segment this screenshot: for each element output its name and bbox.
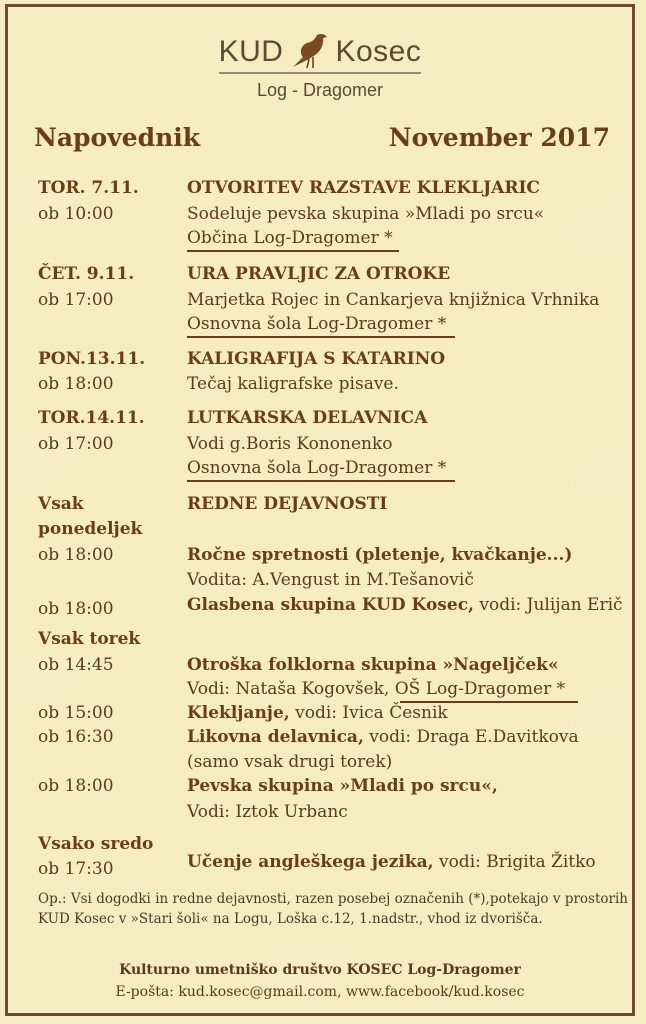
regular-title: REDNE DEJAVNOSTI — [187, 494, 388, 514]
activity-note: (samo vsak drugi torek) — [187, 752, 393, 772]
activity-row — [187, 681, 565, 698]
header-month: November 2017 — [388, 123, 610, 152]
activity-lead: vodi: Brigita Žitko — [438, 852, 596, 872]
footer-contact: E-pošta: kud.kosec@gmail.com, www.facebook/kud.kosec — [115, 984, 525, 1000]
wednesday-label: Vsako sredo — [38, 834, 154, 854]
activity-name: Glasbena skupina KUD Kosec, — [187, 595, 474, 615]
activity-row — [187, 854, 596, 871]
activity-lead: Vodi: Nataša Kogovšek, — [187, 679, 390, 699]
poster — [5, 4, 635, 1016]
event-time: ob 10:00 — [38, 204, 114, 224]
leaf-decoration — [562, 434, 635, 517]
header-title: Napovednik — [34, 123, 201, 152]
event-place: Osnovna šola Log-Dragomer * — [187, 314, 447, 334]
event-time: ob 17:00 — [38, 290, 114, 310]
event-day: ČET. 9.11. — [38, 264, 135, 284]
monday-label: Vsak — [38, 494, 84, 514]
leaf-decoration — [557, 184, 635, 267]
logo-name: KUD — [218, 35, 284, 68]
event-time: ob 18:00 — [38, 374, 114, 394]
logo — [8, 29, 632, 101]
activity-lead: vodi: Ivica Česnik — [295, 703, 448, 723]
logo-name-2: Kosec — [335, 35, 422, 68]
activity-name: Likovna delavnica, — [187, 727, 364, 747]
event-title: KALIGRAFIJA S KATARINO — [187, 349, 446, 369]
event-title: URA PRAVLJIC ZA OTROKE — [187, 264, 451, 284]
activity-time: ob 17:30 — [38, 859, 114, 879]
activity-lead: Vodi: Iztok Urbanc — [187, 802, 348, 822]
place-underline — [187, 480, 455, 482]
activity-time: ob 18:00 — [38, 599, 114, 619]
event-day: TOR.14.11. — [38, 408, 145, 428]
activity-name: Klekljanje, — [187, 703, 290, 723]
activity-lead: Vodita: A.Vengust in M.Tešanovič — [187, 570, 474, 590]
header — [34, 123, 610, 152]
place-underline — [187, 336, 455, 338]
logo-divider — [219, 72, 421, 74]
venue-note: Op.: Vsi dogodki in redne dejavnosti, razen posebej označenih (*),potekajo v prostorih KUD Kosec v »Stari šoli« na Logu, Loška c.12, 1.nadstr., vhod iz dvorišča. — [38, 891, 628, 927]
event-title: LUTKARSKA DELAVNICA — [187, 408, 428, 428]
activity-time: ob 18:00 — [38, 545, 114, 565]
activity-name: Ročne spretnosti (pletenje, kvačkanje...) — [187, 545, 573, 565]
activity-lead: vodi: Draga E.Davitkova — [369, 727, 579, 747]
bird-icon — [287, 29, 331, 69]
activity-time: ob 18:00 — [38, 776, 114, 796]
event-desc: Tečaj kaligrafske pisave. — [187, 374, 399, 394]
event-day: TOR. 7.11. — [38, 178, 139, 198]
event-desc: Vodi g.Boris Kononenko — [187, 434, 393, 454]
event-title: OTVORITEV RAZSTAVE KLEKLJARIC — [187, 178, 540, 198]
activity-time: ob 14:45 — [38, 655, 114, 675]
activity-name: Učenje angleškega jezika, — [187, 852, 434, 872]
event-desc: Marjetka Rojec in Cankarjeva knjižnica Vrhnika — [187, 290, 600, 310]
activity-row — [187, 597, 623, 614]
activity-time: ob 15:00 — [38, 703, 114, 723]
footer-org: Kulturno umetniško društvo KOSEC Log-Dragomer — [119, 962, 521, 978]
event-place: Osnovna šola Log-Dragomer * — [187, 458, 447, 478]
place-underline — [187, 250, 399, 252]
activity-name: Otroška folklorna skupina »Nageljček« — [187, 655, 559, 675]
activity-time: ob 16:30 — [38, 727, 114, 747]
activity-lead: vodi: Julijan Erič — [479, 595, 623, 615]
event-time: ob 17:00 — [38, 434, 114, 454]
tuesday-label: Vsak torek — [38, 629, 141, 649]
monday-label-2: ponedeljek — [38, 519, 143, 539]
activity-name: Pevska skupina »Mladi po srcu«, — [187, 776, 498, 796]
event-day: PON.13.11. — [38, 349, 146, 369]
event-place: Občina Log-Dragomer * — [187, 228, 393, 248]
event-desc: Sodeluje pevska skupina »Mladi po srcu« — [187, 204, 545, 224]
activity-place: OŠ Log-Dragomer * — [394, 679, 566, 699]
activity-row — [187, 729, 579, 746]
logo-subtitle: Log - Dragomer — [256, 80, 384, 100]
activity-row — [187, 705, 448, 722]
